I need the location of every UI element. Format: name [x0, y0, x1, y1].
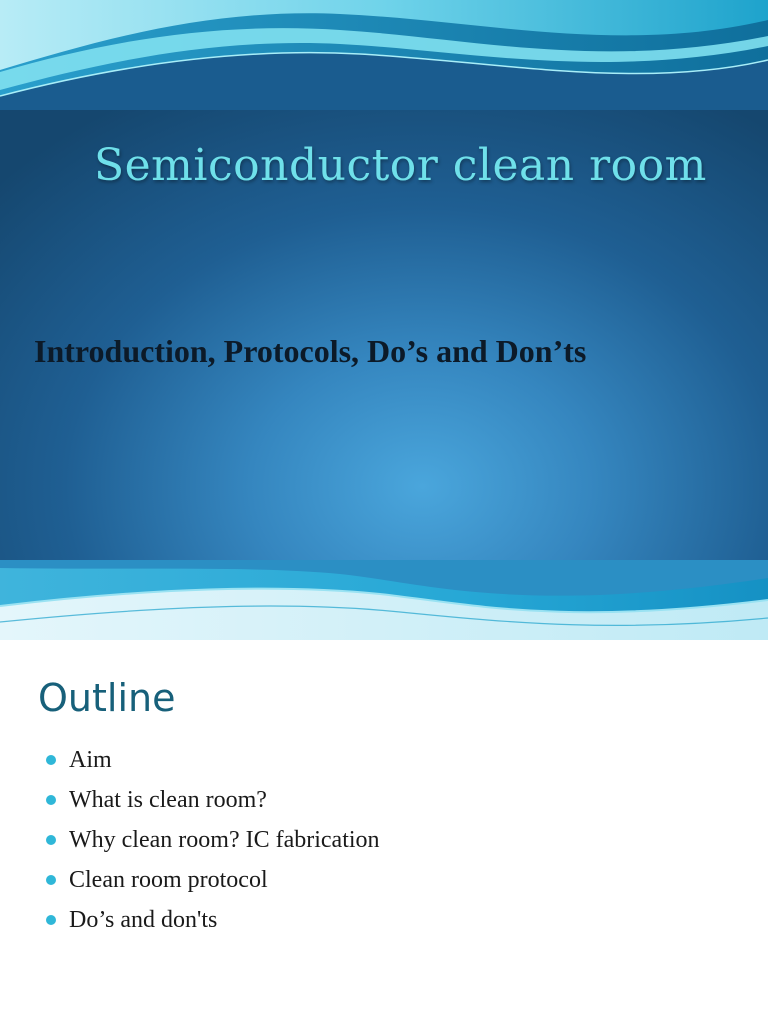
outline-list: [44, 740, 380, 940]
slide-title: Semiconductor clean room: [94, 140, 707, 191]
list-item-text: Why clean room? IC fabrication: [69, 827, 380, 853]
list-item-text: What is clean room?: [69, 787, 267, 813]
list-item-text: Clean room protocol: [69, 867, 268, 893]
list-item-text: Do’s and don'ts: [69, 907, 218, 933]
outline-heading: Outline: [38, 676, 176, 720]
bullet-icon: [46, 875, 56, 885]
bullet-icon: [46, 795, 56, 805]
bottom-wave-decoration: [0, 560, 768, 640]
list-item: [44, 820, 380, 860]
list-item: [44, 860, 380, 900]
list-item-text: Aim: [69, 747, 112, 773]
outline-slide: [0, 640, 768, 1024]
bullet-icon: [46, 915, 56, 925]
list-item: [44, 780, 380, 820]
bullet-icon: [46, 835, 56, 845]
slide-subtitle: Introduction, Protocols, Do’s and Don’ts: [34, 333, 587, 369]
top-wave-decoration: [0, 0, 768, 110]
list-item: [44, 740, 380, 780]
list-item: [44, 900, 380, 940]
bullet-icon: [46, 755, 56, 765]
